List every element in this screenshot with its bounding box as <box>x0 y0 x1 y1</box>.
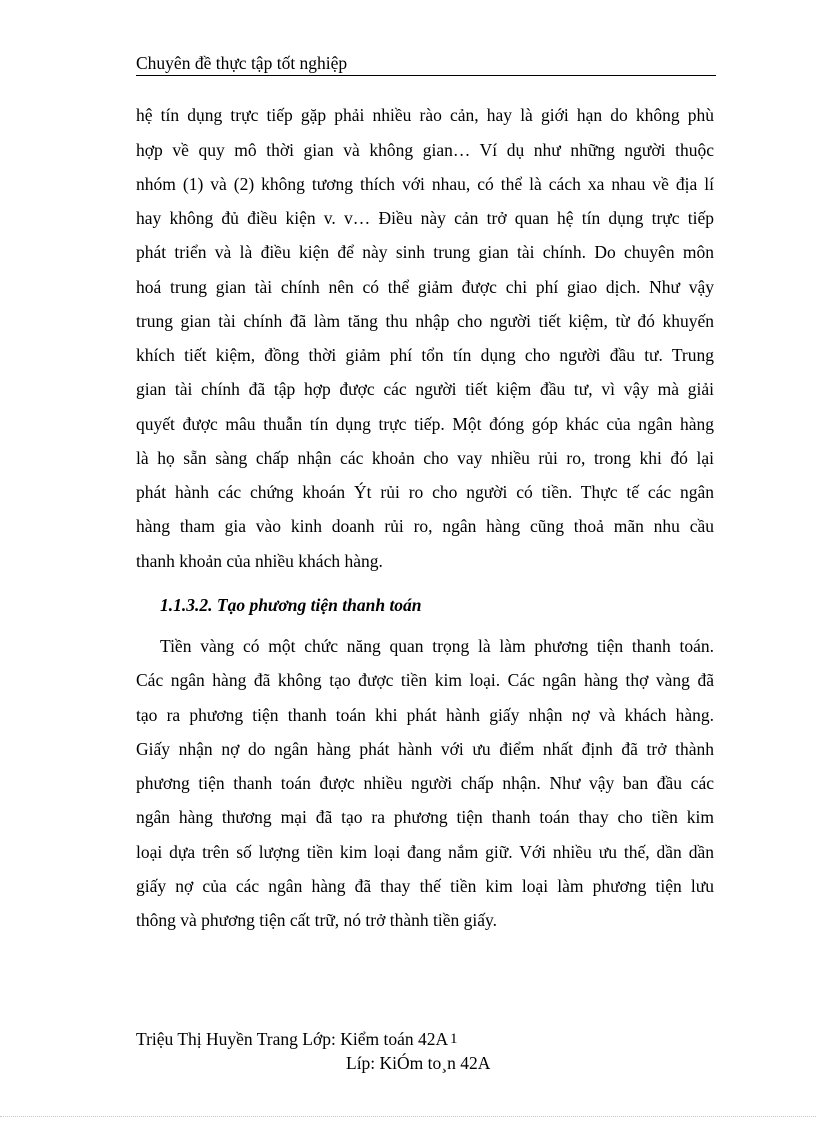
paragraph-line: hệ tín dụng trực tiếp gặp phải nhiều rào cản, hay là giới hạn do không phù <box>136 105 714 125</box>
paragraph-line: phương tiện thanh toán được nhiều người chấp nhận. Như vậy ban đầu các <box>136 773 714 793</box>
paragraph-line: hàng tham gia vào kinh doanh rủi ro, ngân hàng cũng thoả mãn nhu cầu <box>136 516 714 536</box>
paragraph-line: gian tài chính đã tập hợp được các người tiết kiệm đầu tư, vì vậy mà giải <box>136 379 714 399</box>
paragraph-line: thông và phương tiện cất trữ, nó trở thành tiền giấy. <box>136 910 497 930</box>
paragraph-line: ngân hàng thương mại đã tạo ra phương tiện thanh toán thay cho tiền kim <box>136 807 714 827</box>
paragraph-line: thanh khoản của nhiều khách hàng. <box>136 551 383 571</box>
paragraph-line: trung gian tài chính đã làm tăng thu nhập cho người tiết kiệm, từ đó khuyến <box>136 311 714 331</box>
paragraph-line: khích tiết kiệm, đồng thời giảm phí tổn tín dụng cho người đầu tư. Trung <box>136 345 714 365</box>
paragraph-line: loại dựa trên số lượng tiền kim loại đang nắm giữ. Với nhiều ưu thế, dần dần <box>136 842 714 862</box>
paragraph-line: Các ngân hàng đã không tạo được tiền kim loại. Các ngân hàng thợ vàng đã <box>136 670 714 690</box>
paragraph-line: là họ sẵn sàng chấp nhận các khoản cho vay nhiều rủi ro, trong khi đó lại <box>136 448 714 468</box>
paragraph-line: Giấy nhận nợ do ngân hàng phát hành với ưu điểm nhất định đã trở thành <box>136 739 714 759</box>
footer-text: Triệu Thị Huyền Trang Lớp: Kiểm toán 42A <box>136 1029 449 1049</box>
paragraph-line: phát triển và là điều kiện để này sinh trung gian tài chính. Do chuyên môn <box>136 242 714 262</box>
footer-class-encoded: Líp: KiÓm to¸n 42A <box>346 1053 491 1073</box>
paragraph-line: tạo ra phương tiện thanh toán khi phát hành giấy nhận nợ và khách hàng. <box>136 705 714 725</box>
paragraph-line: phát hành các chứng khoán Ýt rủi ro cho người có tiền. Thực tế các ngân <box>136 482 714 502</box>
footer-author-class <box>136 1027 458 1051</box>
paragraph-line: nhóm (1) và (2) không tương thích với nhau, có thể là cách xa nhau về địa lí <box>136 174 714 194</box>
paragraph-line: quyết được mâu thuẫn tín dụng trực tiếp. Một đóng góp khác của ngân hàng <box>136 414 714 434</box>
paragraph-line: Tiền vàng có một chức năng quan trọng là làm phương tiện thanh toán. <box>160 636 714 656</box>
paragraph-line: hoá trung gian tài chính nên có thể giảm được chi phí giao dịch. Như vậy <box>136 277 714 297</box>
section-heading: 1.1.3.2. Tạo phương tiện thanh toán <box>160 595 422 615</box>
page-number-overlap: 1 <box>450 1031 458 1047</box>
paragraph-line: hay không đủ điều kiện v. v… Điều này cản trở quan hệ tín dụng trực tiếp <box>136 208 714 228</box>
paragraph-line: giấy nợ của các ngân hàng đã thay thế tiền kim loại làm phương tiện lưu <box>136 876 714 896</box>
page-bottom-edge <box>0 1116 816 1117</box>
paragraph-line: hợp về quy mô thời gian và không gian… Ví dụ như những người thuộc <box>136 140 714 160</box>
page-header-title: Chuyên đề thực tập tốt nghiệp <box>136 51 716 76</box>
